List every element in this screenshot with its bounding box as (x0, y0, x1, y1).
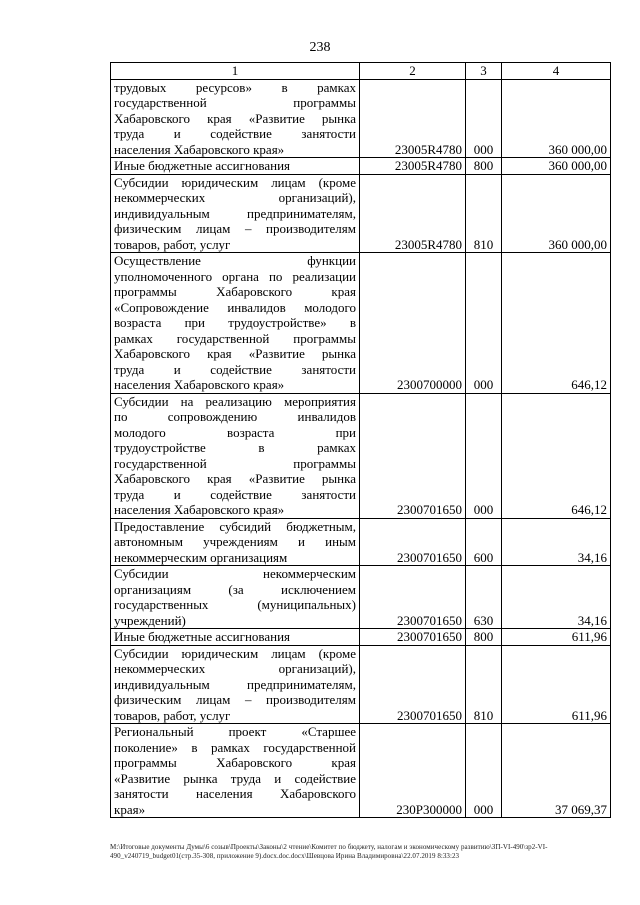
expense-item-name (111, 724, 360, 818)
expense-item-line: государственных (муниципальных) (114, 597, 356, 612)
expense-item-line: возраста при трудоустройстве» в (114, 315, 356, 330)
expense-item-name (111, 518, 360, 566)
expense-item-line: трудоустройстве в рамках (114, 440, 356, 455)
target-article-code: 23005R4780 (360, 174, 466, 253)
table-row (111, 79, 611, 158)
expense-item-line: молодого возраста при (114, 424, 356, 440)
expense-item-line: населения Хабаровского края» (114, 377, 285, 392)
expense-item-line: трудовых ресурсов» в рамках (114, 79, 356, 95)
amount: 34,16 (502, 566, 611, 629)
expense-item-line: некоммерческих организаций), (114, 661, 356, 676)
table-row (111, 629, 611, 646)
document-file-path: M:\Итоговые документы Думы\6 созыв\Проекты\Законы\2 чтение\Комитет по бюджету, налогам и экономическому развитию\ЗП-VI-490\зр2-VI-490_v240719_budget01(стр.35-308, приложение 9).docx.doc.docx\Шевцова Ирина Владимировна\22.07.2019 8:33:23 (110, 843, 548, 860)
amount: 37 069,37 (502, 724, 611, 818)
target-article-code: 2300700000 (360, 253, 466, 394)
expense-item-line: Субсидии некоммерческим (114, 566, 356, 581)
table-body (111, 79, 611, 818)
expense-item-line: Субсидии юридическим лицам (кроме (114, 174, 356, 190)
expense-item-line: края» (114, 801, 146, 817)
expense-item-line: населения Хабаровского края» (114, 141, 285, 157)
expense-item-line: товаров, работ, услуг (114, 707, 231, 723)
expense-item-line: Хабаровского края «Развитие рынка (114, 110, 356, 126)
target-article-code: 23005R4780 (360, 79, 466, 158)
expense-item-line: Субсидии на реализацию мероприятия (114, 393, 356, 409)
expense-type-code: 000 (466, 253, 502, 394)
expense-item-name (111, 174, 360, 253)
target-article-code: 2300701650 (360, 518, 466, 566)
expense-item-line: занятости населения Хабаровского (114, 786, 356, 801)
amount: 611,96 (502, 645, 611, 724)
expense-item-line: по сопровождению инвалидов (114, 409, 356, 424)
table-row (111, 724, 611, 818)
expense-item-line: труда и содействие занятости (114, 361, 356, 377)
expense-item-line: программы Хабаровского края (114, 755, 356, 770)
expense-type-code: 810 (466, 645, 502, 724)
expense-item-line: уполномоченного органа по реализации (114, 268, 356, 284)
expense-item-line: товаров, работ, услуг (114, 236, 231, 252)
expense-item-line: индивидуальным предпринимателям, (114, 205, 356, 221)
table-row (111, 645, 611, 724)
expense-item-line: «Сопровождение инвалидов молодого (114, 299, 356, 315)
expense-item-line: рамках государственной программы (114, 330, 356, 346)
column-header-name: 1 (111, 63, 360, 80)
expense-item-line: труда и содействие занятости (114, 486, 356, 502)
amount: 34,16 (502, 518, 611, 566)
expense-item-line: физическим лицам – производителям (114, 221, 356, 236)
expense-item-name (111, 393, 360, 518)
expense-item-line: программы Хабаровского края (114, 284, 356, 299)
expense-type-code: 600 (466, 518, 502, 566)
expense-item-name (111, 79, 360, 158)
table-row (111, 518, 611, 566)
expense-type-code: 630 (466, 566, 502, 629)
expense-item-line: труда и содействие занятости (114, 126, 356, 141)
expense-type-code: 800 (466, 629, 502, 646)
expense-item-line: «Развитие рынка труда и содействие (114, 770, 356, 786)
page-number: 238 (309, 40, 331, 55)
table-row (111, 253, 611, 394)
target-article-code: 2300701650 (360, 393, 466, 518)
target-article-code: 2300701650 (360, 645, 466, 724)
column-header-sum: 4 (502, 63, 611, 80)
expense-item-name (111, 645, 360, 724)
expense-item-name (111, 158, 360, 175)
expense-item-line: организациям (за исключением (114, 581, 356, 597)
expense-item-line: учреждений) (114, 612, 186, 628)
expense-item-line: Хабаровского края «Развитие рынка (114, 471, 356, 486)
target-article-code: 23005R4780 (360, 158, 466, 175)
amount: 611,96 (502, 629, 611, 646)
expense-type-code: 000 (466, 393, 502, 518)
amount: 646,12 (502, 253, 611, 394)
expense-item-line: Региональный проект «Старшее (114, 724, 356, 739)
expense-item-line: государственной программы (114, 95, 356, 110)
amount: 360 000,00 (502, 174, 611, 253)
expense-item-line: физическим лицам – производителям (114, 692, 356, 707)
expense-type-code: 800 (466, 158, 502, 175)
expense-item-name (111, 566, 360, 629)
target-article-code: 2300701650 (360, 629, 466, 646)
expense-item-line: некоммерческим организациям (114, 549, 288, 565)
expense-item-line: Осуществление функции (114, 253, 356, 268)
expense-item-line: Иные бюджетные ассигнования (114, 629, 291, 644)
expense-item-line: Хабаровского края «Развитие рынка (114, 346, 356, 361)
table-row (111, 566, 611, 629)
table-row (111, 158, 611, 175)
expense-item-line: Субсидии юридическим лицам (кроме (114, 645, 356, 661)
expense-type-code: 000 (466, 79, 502, 158)
amount: 360 000,00 (502, 79, 611, 158)
expense-type-code: 000 (466, 724, 502, 818)
amount: 360 000,00 (502, 158, 611, 175)
target-article-code: 2300701650 (360, 566, 466, 629)
target-article-code: 230P300000 (360, 724, 466, 818)
expense-item-line: поколение» в рамках государственной (114, 739, 356, 755)
column-header-code: 2 (360, 63, 466, 80)
expense-item-line: Иные бюджетные ассигнования (114, 158, 291, 173)
amount: 646,12 (502, 393, 611, 518)
expense-item-line: индивидуальным предпринимателям, (114, 676, 356, 692)
expense-item-line: населения Хабаровского края» (114, 502, 285, 517)
expense-item-name (111, 253, 360, 394)
expense-item-line: Предоставление субсидий бюджетным, (114, 518, 356, 534)
expense-item-line: автономным учреждениям и иным (114, 534, 356, 549)
expense-item-name (111, 629, 360, 646)
expense-type-code: 810 (466, 174, 502, 253)
column-header-type: 3 (466, 63, 502, 80)
budget-table (110, 62, 611, 818)
table-header-row (111, 63, 611, 80)
expense-item-line: государственной программы (114, 455, 356, 471)
expense-item-line: некоммерческих организаций), (114, 190, 356, 205)
table-row (111, 174, 611, 253)
table-row (111, 393, 611, 518)
